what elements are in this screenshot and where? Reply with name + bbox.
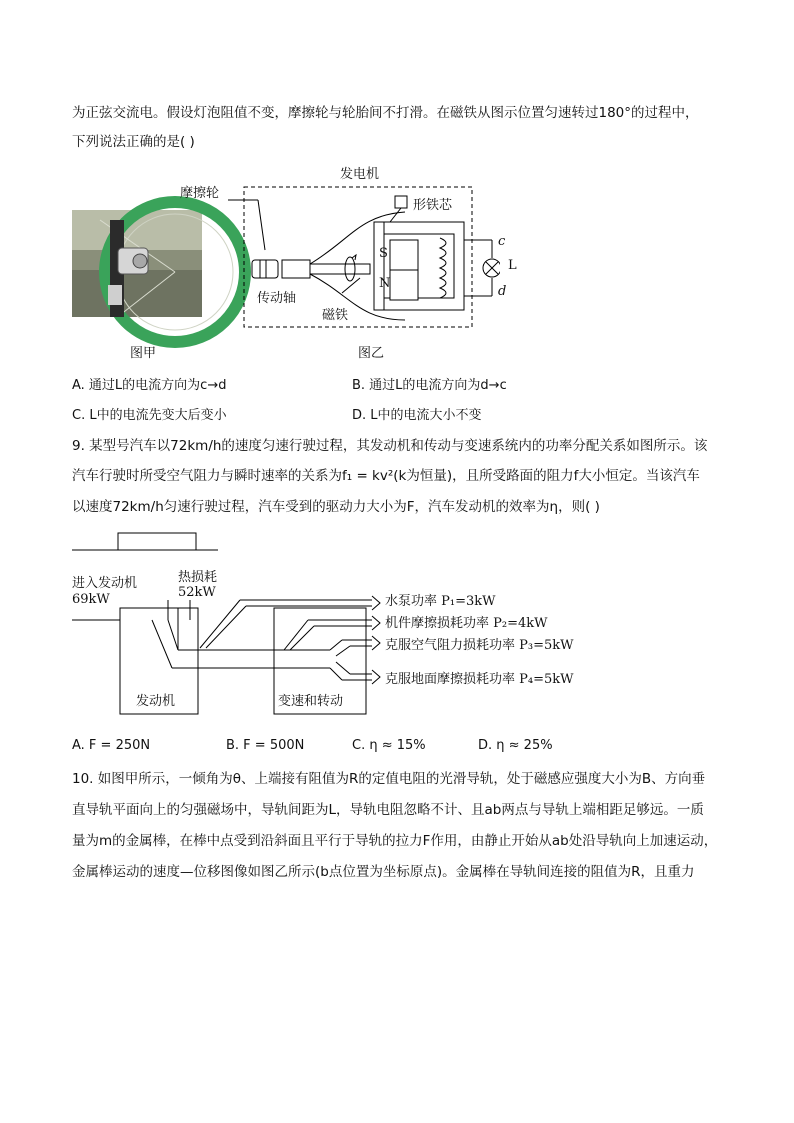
gearbox-label: 变速和转动 xyxy=(278,694,344,709)
q10-line-2: 直导轨平面向上的匀强磁场中，导轨间距为L，导轨电阻忽略不计、且ab两点与导轨上端相距足够远。一质 xyxy=(72,802,704,818)
q8-option-c: C. L中的电流先变大后变小 xyxy=(72,408,227,423)
q8-intro-line-1: 为正弦交流电。假设灯泡阻值不变，摩擦轮与轮胎间不打滑。在磁铁从图示位置匀速转过180°的过程中， xyxy=(72,105,699,121)
q9-option-a: A. F = 250N xyxy=(72,738,151,753)
engine-label: 发动机 xyxy=(136,694,176,709)
heat-loss-value: 52kW xyxy=(178,585,216,600)
q8-option-a: A. 通过L的电流方向为c→d xyxy=(72,378,227,393)
input-power-value: 69kW xyxy=(72,592,110,607)
q9-option-d: D. η ≈ 25% xyxy=(478,738,553,753)
q8-intro-line-2: 下列说法正确的是( ) xyxy=(72,134,195,150)
shaft-label: 传动轴 xyxy=(257,291,297,306)
input-power-label: 进入发动机 xyxy=(72,576,138,591)
lamp-label: L xyxy=(508,258,517,273)
q9-line-3: 以速度72km/h匀速行驶过程，汽车受到的驱动力大小为F，汽车发动机的效率为η，则( ) xyxy=(72,499,600,515)
pole-s-label: S xyxy=(379,246,388,261)
friction-wheel-label: 摩擦轮 xyxy=(180,186,220,201)
terminal-c-label: c xyxy=(498,234,506,249)
figure-8 xyxy=(60,160,507,365)
caption-figure-a: 图甲 xyxy=(130,346,157,361)
q10-line-1: 10. 如图甲所示，一倾角为θ、上端接有阻值为R的定值电阻的光滑导轨，处于磁感应强度大小为B、方向垂 xyxy=(72,771,706,787)
q10-line-3: 量为m的金属棒，在棒中点受到沿斜面且平行于导轨的拉力F作用，由静止开始从ab处沿导轨向上加速运动， xyxy=(72,833,718,849)
q10-line-4: 金属棒运动的速度—位移图像如图乙所示(b点位置为坐标原点)。金属棒在导轨间连接的阻值为R，且重力 xyxy=(72,864,695,880)
core-label: 形铁芯 xyxy=(413,198,453,213)
q9-line-2: 汽车行驶时所受空气阻力与瞬时速率的关系为f₁ = kv²(k为恒量)，且所受路面的阻力f大小恒定。当该汽车 xyxy=(72,468,700,484)
terminal-d-label: d xyxy=(498,284,507,299)
bicycle-photo xyxy=(72,202,245,342)
generator-title: 发电机 xyxy=(340,167,380,182)
air-resistance-label: 克服空气阻力损耗功率 P₃=5kW xyxy=(385,638,574,653)
q9-line-1: 9. 某型号汽车以72km/h的速度匀速行驶过程，其发动机和传动与变速系统内的功率分配关系如图所示。该 xyxy=(72,438,708,454)
q9-option-b: B. F = 500N xyxy=(226,738,305,753)
parts-friction-label: 机件摩擦损耗功率 P₂=4kW xyxy=(385,616,548,631)
caption-figure-b: 图乙 xyxy=(358,346,385,361)
figure-8-drawing xyxy=(60,160,500,365)
q8-option-d: D. L中的电流大小不变 xyxy=(352,408,482,423)
q8-option-b: B. 通过L的电流方向为d→c xyxy=(352,378,507,393)
magnet-label: 磁铁 xyxy=(322,308,349,323)
q9-option-c: C. η ≈ 15% xyxy=(352,738,426,753)
heat-loss-label: 热损耗 xyxy=(178,570,218,585)
pole-n-label: N xyxy=(379,276,391,291)
lamp-icon xyxy=(483,259,500,277)
pump-power-label: 水泵功率 P₁=3kW xyxy=(385,594,496,609)
ground-friction-label: 克服地面摩擦损耗功率 P₄=5kW xyxy=(385,672,574,687)
figure-9 xyxy=(60,528,620,723)
